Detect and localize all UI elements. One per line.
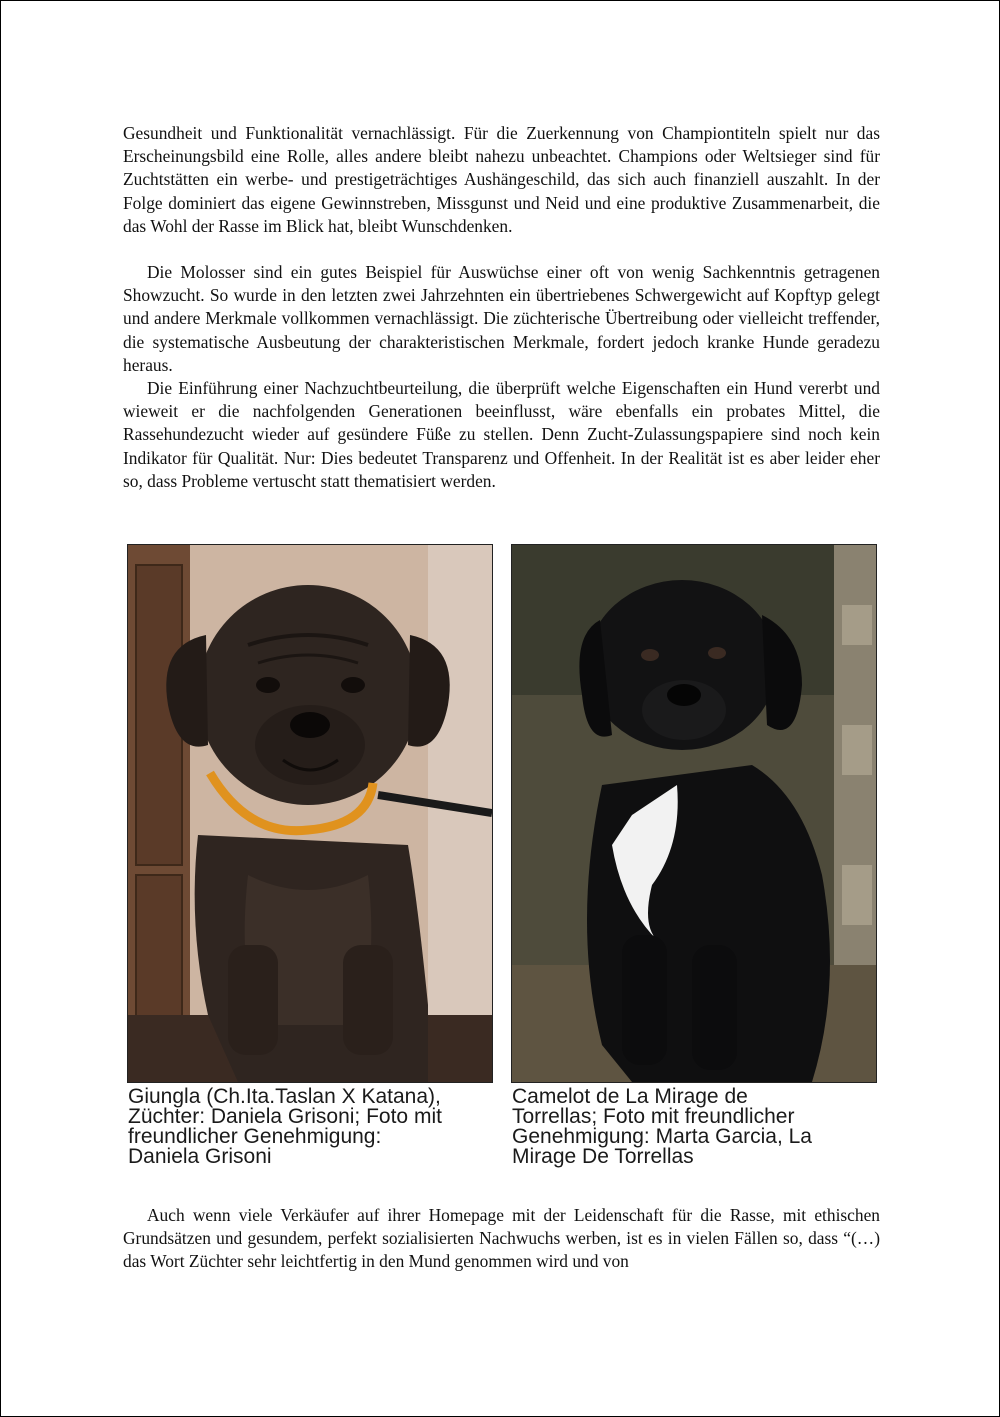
photo-caption-right: Camelot de La Mirage de Torrellas; Foto mit freundlicher Genehmigung: Marta Garcia, La Mirage De Torrellas (512, 1085, 812, 1168)
body-paragraph-4: Auch wenn viele Verkäufer auf ihrer Homepage mit der Leidenschaft für die Rasse, mit ethischen Grundsätzen und gesundem, perfekt sozialisierten Nachwuchs werben, ist es in vielen Fällen so, dass “(…) das Wort Züchter sehr leichtfertig in den Mund genommen wird und von (123, 1205, 880, 1272)
body-paragraph-3: Die Einführung einer Nachzuchtbeurteilung, die überprüft welche Eigenschaften ein Hund vererbt und wieweit er die nachfolgenden Generationen beeinflusst, wäre ebenfalls ein probates Mittel, die Rassehundezucht wieder auf gesündere Füße zu stellen. Denn Zucht-Zulassungspapiere sind noch kein Indikator für Qualität. Nur: Dies bedeutet Transparenz und Offenheit. In der Realität ist es aber leider eher so, dass Probleme vertuscht statt thematisiert werden. (123, 378, 880, 491)
body-paragraph-2: Die Molosser sind ein gutes Beispiel für Auswüchse einer oft von wenig Sachkenntnis getragenen Showzucht. So wurde in den letzten zwei Jahrzehnten ein übertriebenes Schwergewicht auf Kopftyp gelegt und andere Merkmale vollkommen vernachlässigt. Die züchterische Übertreibung oder vielleicht treffender, die systematische Ausbeutung der charakteristischen Merkmale, fordert jedoch kranke Hunde geradezu heraus. (123, 262, 880, 375)
black-puppy-illustration (512, 545, 876, 1082)
photo-caption-left: Giungla (Ch.Ita.Taslan X Katana), Züchter: Daniela Grisoni; Foto mit freundlicher Genehmigung: Daniela Grisoni (128, 1085, 442, 1168)
brindle-puppy-illustration (128, 545, 492, 1082)
puppy-photo-camelot (511, 544, 877, 1083)
body-paragraph-1: Gesundheit und Funktionalität vernachlässigt. Für die Zuerkennung von Championtiteln spielt nur das Erscheinungsbild eine Rolle, alles andere bleibt nahezu unbeachtet. Champions oder Weltsieger sind für Zuchtstätten ein werbe- und prestigeträchtiges Aushängeschild, das sich auch finanziell auszahlt. In der Folge dominiert das eigene Gewinnstreben, Missgunst und Neid und eine produktive Zusammenarbeit, die das Wohl der Rasse im Blick hat, bleibt Wunschdenken. (123, 123, 880, 236)
puppy-photo-giungla (127, 544, 493, 1083)
